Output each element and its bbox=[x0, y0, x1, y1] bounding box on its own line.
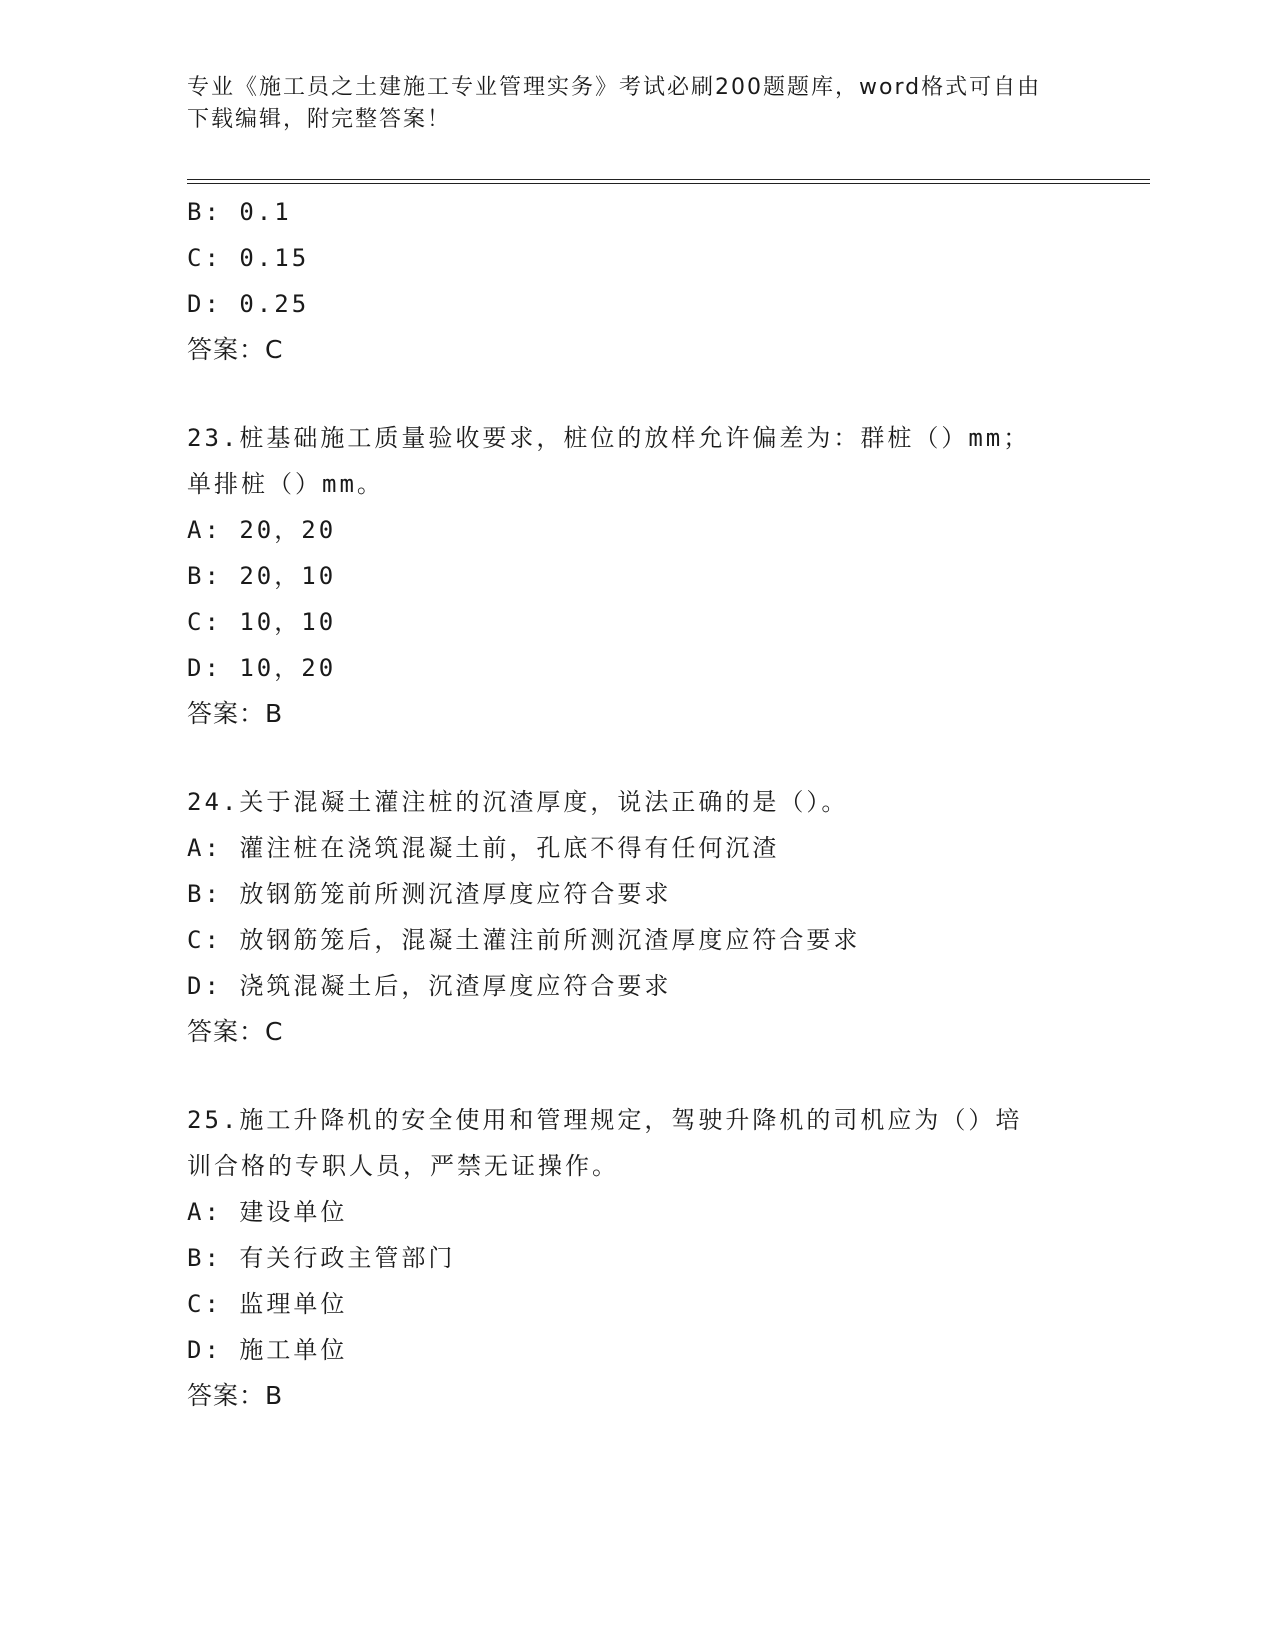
q22-option-c: C: 0.15 bbox=[187, 244, 310, 272]
q25-option-a: A: 建设单位 bbox=[187, 1198, 348, 1226]
q23-option-a: A: 20，20 bbox=[187, 516, 337, 544]
q22-option-b: B: 0.1 bbox=[187, 198, 292, 226]
question-24-block bbox=[187, 779, 1087, 1055]
header-divider-bottom bbox=[187, 183, 1150, 184]
q24-stem-line-1: 24.关于混凝土灌注桩的沉渣厚度，说法正确的是（）。 bbox=[187, 788, 849, 816]
q23-stem-line-2: 单排桩（）mm。 bbox=[187, 470, 384, 498]
question-22-block bbox=[187, 189, 1087, 373]
q25-option-b: B: 有关行政主管部门 bbox=[187, 1244, 456, 1272]
q25-answer: 答案：B bbox=[187, 1381, 284, 1410]
spacer bbox=[187, 1055, 1087, 1097]
spacer bbox=[187, 373, 1087, 415]
q24-option-c: C: 放钢筋笼后，混凝土灌注前所测沉渣厚度应符合要求 bbox=[187, 926, 861, 954]
q24-answer: 答案：C bbox=[187, 1017, 284, 1046]
q25-stem-line-2: 训合格的专职人员，严禁无证操作。 bbox=[187, 1152, 619, 1180]
q25-option-c: C: 监理单位 bbox=[187, 1290, 348, 1318]
q23-option-c: C: 10，10 bbox=[187, 608, 337, 636]
question-list bbox=[187, 189, 1087, 1419]
spacer bbox=[187, 737, 1087, 779]
question-23-block bbox=[187, 415, 1087, 737]
q24-option-d: D: 浇筑混凝土后，沉渣厚度应符合要求 bbox=[187, 972, 672, 1000]
header-divider-top bbox=[187, 179, 1150, 180]
q22-option-d: D: 0.25 bbox=[187, 290, 310, 318]
header-line-2: 下载编辑，附完整答案！ bbox=[187, 107, 452, 132]
q24-option-a: A: 灌注桩在浇筑混凝土前，孔底不得有任何沉渣 bbox=[187, 834, 780, 862]
q23-option-d: D: 10，20 bbox=[187, 654, 337, 682]
question-25-block bbox=[187, 1097, 1087, 1419]
q23-stem-line-1: 23.桩基础施工质量验收要求，桩位的放样允许偏差为：群桩（）mm； bbox=[187, 424, 1031, 452]
q23-option-b: B: 20，10 bbox=[187, 562, 337, 590]
q25-option-d: D: 施工单位 bbox=[187, 1336, 348, 1364]
q24-option-b: B: 放钢筋笼前所测沉渣厚度应符合要求 bbox=[187, 880, 672, 908]
q22-answer: 答案：C bbox=[187, 335, 284, 364]
q25-stem-line-1: 25.施工升降机的安全使用和管理规定，驾驶升降机的司机应为（）培 bbox=[187, 1106, 1023, 1134]
document-header bbox=[187, 72, 1087, 136]
header-line-1: 专业《施工员之土建施工专业管理实务》考试必刷200题题库，word格式可自由 bbox=[187, 75, 1042, 100]
q23-answer: 答案：B bbox=[187, 699, 284, 728]
